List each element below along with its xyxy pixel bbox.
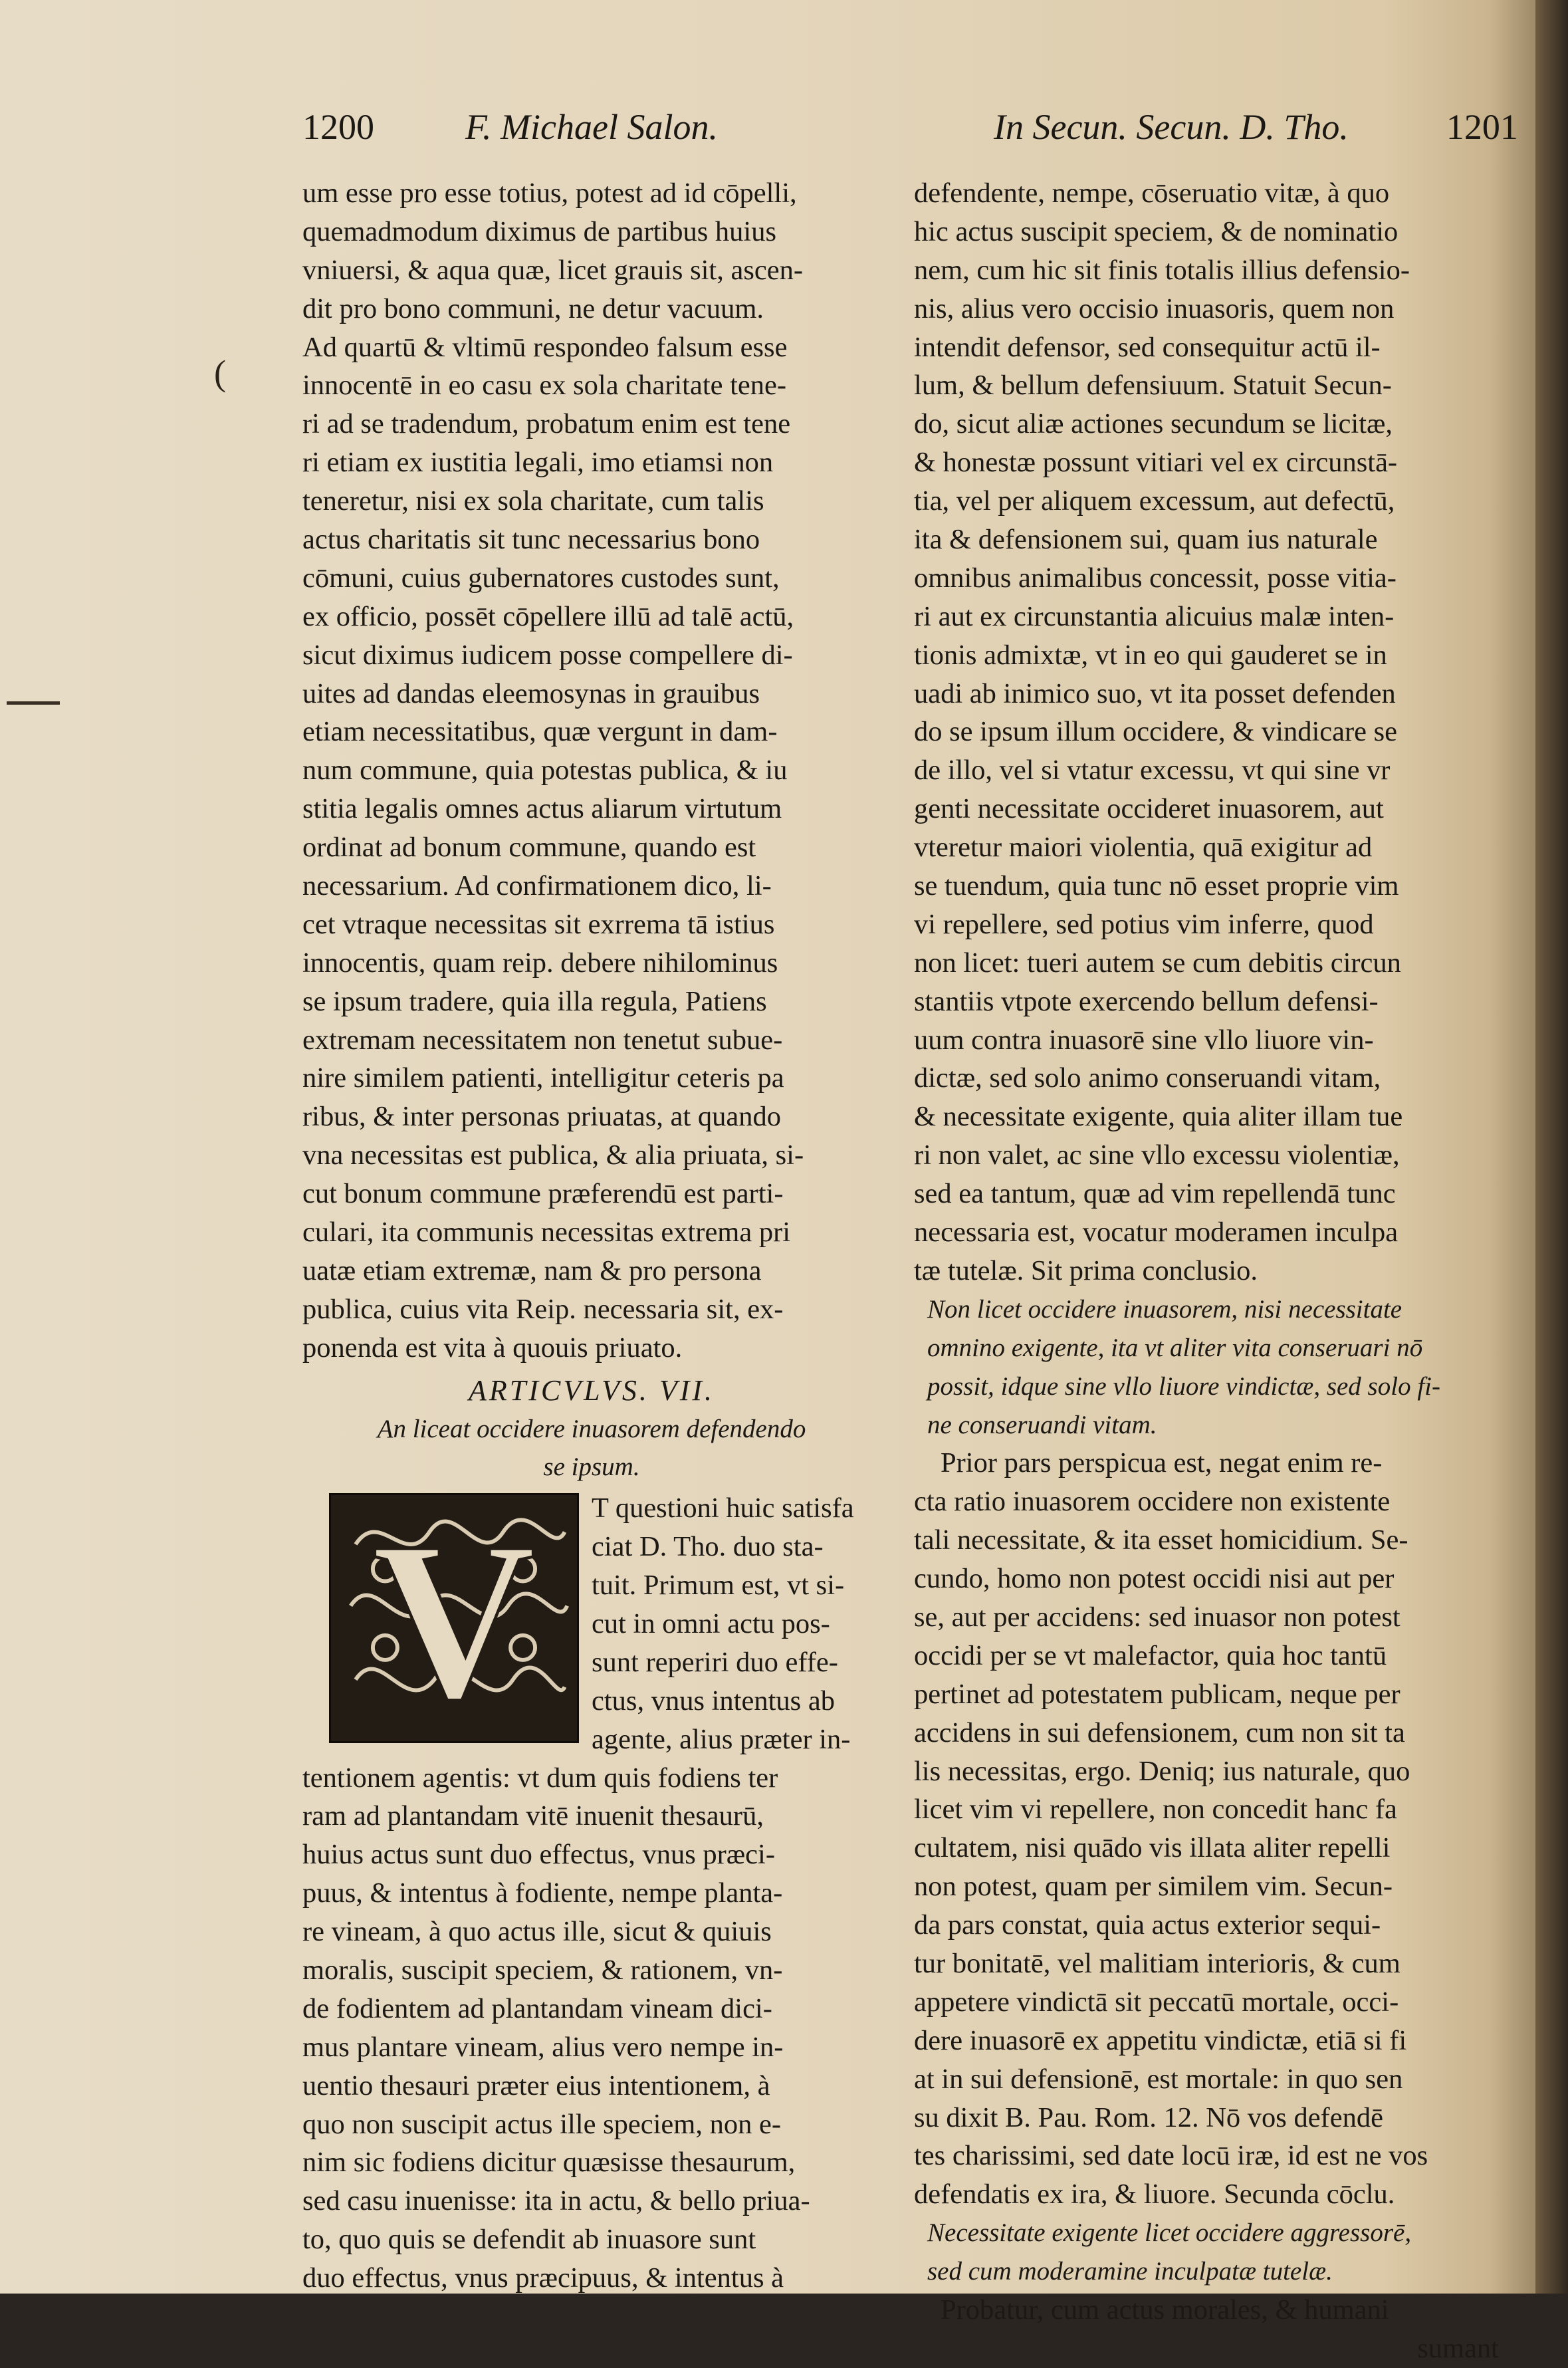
text-line: se ipsum tradere, quia illa regula, Patiens [302, 985, 767, 1017]
text-line: tentionem agentis: vt dum quis fodiens ter [302, 1762, 778, 1794]
text-line: tur bonitatē, vel malitiam interioris, & cum [914, 1947, 1400, 1979]
text-line: tuit. Primum est, vt si- [592, 1570, 845, 1601]
text-line: de fodientem ad plantandam vineam dici- [302, 1992, 772, 2024]
text-line: publica, cuius vita Reip. necessaria sit, ex- [302, 1293, 784, 1325]
text-line: nem, cum hic sit finis totalis illius defensio- [914, 254, 1410, 286]
text-line: nire similem patienti, intelligitur ceteris pa [302, 1062, 784, 1094]
right-running-title: In Secun. Secun. D. Tho. [994, 107, 1349, 147]
text-line: sicut diximus iudicem posse compellere di- [302, 639, 793, 671]
text-line: da pars constat, quia actus exterior sequi- [914, 1909, 1381, 1941]
text-line: do se ipsum illum occidere, & vindicare se [914, 716, 1398, 748]
proof-start [914, 2291, 1499, 2368]
text-line: uatæ etiam extremæ, nam & pro persona [302, 1254, 762, 1286]
dropcap-letter: V [372, 1495, 536, 1742]
text-line: uum contra inuasorē sine vllo liuore vin- [914, 1024, 1374, 1056]
text-line: dit pro bono communi, ne detur vacuum. [302, 293, 764, 324]
text-line: quo non suscipit actus ille speciem, non e- [302, 2108, 781, 2140]
margin-bracket-mark: ( [214, 353, 226, 393]
text-line: nim sic fodiens dicitur quæsisse thesaurum, [302, 2147, 796, 2179]
conclusion-line: omnino exigente, ita vt aliter vita conseruari nō [927, 1333, 1423, 1362]
text-line: Probatur, cum actus morales, & humani [941, 2294, 1389, 2325]
text-line: teneretur, nisi ex sola charitate, cum talis [302, 485, 764, 517]
text-line: omnibus animalibus concessit, posse vitia- [914, 562, 1397, 594]
left-column-continuation [302, 1759, 881, 2298]
text-line: vna necessitas est publica, & alia priuata, si- [302, 1139, 804, 1171]
ornament-icon [331, 1495, 577, 1741]
text-line: puus, & intentus à fodiente, nempe planta- [302, 1877, 783, 1909]
text-line: nis, alius vero occisio inuasoris, quem non [914, 293, 1395, 324]
text-line: duo effectus, vnus præcipuus, & intentus à [302, 2262, 784, 2294]
text-line: de illo, vel si vtatur excessu, vt qui sine vr [914, 755, 1391, 786]
text-line: se, aut per accidens: sed inuasor non potest [914, 1601, 1400, 1633]
text-line: pertinet ad potestatem publicam, neque per [914, 1678, 1400, 1710]
text-line: non licet: tueri autem se cum debitis circun [914, 947, 1401, 979]
text-line: mus plantare vineam, alius vero nempe in- [302, 2031, 784, 2063]
text-line: cut in omni actu pos- [592, 1607, 830, 1639]
page-edge [1535, 0, 1568, 2294]
text-line: vniuersi, & aqua quæ, licet grauis sit, ascen- [302, 254, 804, 286]
text-line: intendit defensor, sed consequitur actū il- [914, 331, 1381, 363]
text-line: hic actus suscipit speciem, & de nominatio [914, 215, 1399, 247]
text-line: cta ratio inuasorem occidere non existente [914, 1486, 1391, 1518]
dropcap-paragraph [302, 1489, 881, 1758]
text-line: ordinat ad bonum commune, quando est [302, 832, 756, 864]
left-column-text [302, 174, 881, 1367]
text-line: stitia legalis omnes actus aliarum virtutum [302, 793, 782, 825]
text-line: Prior pars perspicua est, negat enim re- [941, 1447, 1383, 1479]
text-line: extremam necessitatem non tenetut subue- [302, 1024, 783, 1056]
right-running-head [994, 106, 1518, 148]
left-column [302, 174, 881, 2298]
right-column [914, 174, 1499, 2368]
text-line: defendente, nempe, cōseruatio vitæ, à quo [914, 178, 1390, 209]
text-line: re vineam, à quo actus ille, sicut & quiuis [302, 1916, 772, 1948]
text-line: ciat D. Tho. duo sta- [592, 1531, 824, 1563]
text-line: uadi ab inimico suo, vt ita posset defenden [914, 677, 1396, 709]
text-line: um esse pro esse totius, potest ad id cōpelli, [302, 178, 797, 209]
conclusion-line: Non licet occidere inuasorem, nisi necessitate [927, 1294, 1402, 1324]
text-line: num commune, quia potestas publica, & iu [302, 755, 788, 786]
text-line: ex officio, possēt cōpellere illū ad talē actū, [302, 600, 794, 632]
dropcap-initial [329, 1493, 579, 1743]
conclusion-line: possit, idque sine vllo liuore vindictæ, sed solo fi- [927, 1371, 1440, 1401]
text-line: stantiis vtpote exercendo bellum defensi- [914, 985, 1379, 1017]
conclusion-line: sed cum moderamine inculpatæ tutelæ. [927, 2257, 1333, 2286]
text-line: etiam necessitatibus, quæ vergunt in dam- [302, 716, 778, 748]
text-line: ri non valet, ac sine vllo excessu violentiæ, [914, 1139, 1400, 1171]
text-line: moralis, suscipit speciem, & rationem, vn- [302, 1954, 783, 1986]
text-line: culari, ita communis necessitas extrema pri [302, 1217, 791, 1248]
text-line: cet vtraque necessitas sit exrrema tā istius [302, 908, 775, 940]
text-line: dictæ, sed solo animo conseruandi vitam, [914, 1062, 1381, 1094]
text-line: to, quo quis se defendit ab inuasore sunt [302, 2224, 756, 2256]
text-line: vi repellere, sed potius vim inferre, quod [914, 908, 1374, 940]
text-line: su dixit B. Pau. Rom. 12. Nō vos defendē [914, 2101, 1383, 2133]
text-line: ri aut ex circunstantia alicuius malæ inten- [914, 600, 1395, 632]
text-line: licet vim vi repellere, non concedit hanc fa [914, 1794, 1397, 1826]
margin-dash-mark [7, 701, 60, 705]
text-line: tali necessitate, & ita esset homicidium. Se- [914, 1524, 1408, 1556]
left-page-number: 1200 [302, 107, 374, 147]
conclusion-line: Necessitate exigente licet occidere aggressorē, [927, 2218, 1412, 2248]
text-line: uentio thesauri præter eius intentionem, à [302, 2070, 770, 2101]
text-line: se tuendum, quia tunc nō esset proprie vim [914, 870, 1399, 902]
text-line: occidi per se vt malefactor, quia hoc tantū [914, 1639, 1387, 1671]
article-heading: ARTICVLVS. VII. [469, 1373, 715, 1407]
text-line: tes charissimi, sed date locū iræ, id est ne vos [914, 2140, 1428, 2172]
text-line: sed ea tantum, quæ ad vim repellendā tunc [914, 1178, 1396, 1210]
text-line: ribus, & inter personas priuatas, at quando [302, 1101, 781, 1133]
text-line: ri etiam ex iustitia legali, imo etiamsi non [302, 447, 774, 479]
text-line: quemadmodum diximus de partibus huius [302, 215, 776, 247]
left-running-title: F. Michael Salon. [465, 107, 718, 147]
question-line: se ipsum. [543, 1453, 640, 1482]
text-line: defendatis ex ira, & liuore. Secunda cōclu. [914, 2179, 1395, 2210]
text-line: ctus, vnus intentus ab [592, 1685, 835, 1717]
text-line: lis necessitas, ergo. Deniq; ius naturale, quo [914, 1755, 1410, 1787]
left-running-head [302, 106, 718, 148]
text-line: necessarium. Ad confirmationem dico, li- [302, 870, 772, 902]
text-line: uites ad dandas eleemosynas in grauibus [302, 677, 760, 709]
conclusion-proof [914, 1444, 1499, 2214]
text-line: agente, alius præter in- [592, 1723, 851, 1755]
text-line: sed casu inuenisse: ita in actu, & bello priua- [302, 2185, 810, 2217]
text-line: dere inuasorē ex appetitu vindictæ, etiā si fi [914, 2024, 1407, 2056]
text-line: sumant [1417, 2332, 1499, 2364]
text-line: tæ tutelæ. Sit prima conclusio. [914, 1254, 1258, 1286]
text-line: cut bonum commune præferendū est parti- [302, 1178, 784, 1210]
text-line: ram ad plantandam vitē inuenit thesaurū, [302, 1800, 764, 1832]
second-conclusion [914, 2214, 1499, 2291]
text-line: cundo, homo non potest occidi nisi aut per [914, 1563, 1395, 1595]
text-line: tionis admixtæ, vt in eo qui gauderet se in [914, 639, 1387, 671]
text-line: innocentē in eo casu ex sola charitate tene- [302, 370, 787, 402]
text-line: genti necessitate occideret inuasorem, aut [914, 793, 1384, 825]
text-line: tia, vel per aliquem excessum, aut defectū, [914, 485, 1395, 517]
text-line: necessaria est, vocatur moderamen inculpa [914, 1217, 1399, 1248]
text-line: accidens in sui defensionem, cum non sit ta [914, 1717, 1405, 1748]
text-line: do, sicut aliæ actiones secundum se licitæ, [914, 408, 1393, 440]
first-conclusion [914, 1290, 1499, 1445]
question-line: An liceat occidere inuasorem defendendo [377, 1414, 806, 1443]
text-line: at in sui defensionē, est mortale: in quo sen [914, 2063, 1403, 2095]
article-question [302, 1410, 881, 1487]
text-line: lum, & bellum defensiuum. Statuit Secun- [914, 370, 1392, 402]
text-line: T questioni huic satisfa [592, 1492, 854, 1524]
text-line: innocentis, quam reip. debere nihilominus [302, 947, 778, 979]
text-line: Ad quartū & vltimū respondeo falsum esse [302, 331, 788, 363]
text-line: cōmuni, cuius gubernatores custodes sunt, [302, 562, 780, 594]
text-line: actus charitatis sit tunc necessarius bono [302, 524, 760, 556]
text-line: & honestæ possunt vitiari vel ex circunstā- [914, 447, 1398, 479]
right-column-text [914, 174, 1499, 1290]
text-line: & necessitate exigente, quia aliter illam tue [914, 1101, 1403, 1133]
text-line: ita & defensionem sui, quam ius naturale [914, 524, 1378, 556]
text-line: cultatem, nisi quādo vis illata aliter repelli [914, 1832, 1391, 1864]
text-line: ri ad se tradendum, probatum enim est tene [302, 408, 791, 440]
text-line: ponenda est vita à quouis priuato. [302, 1332, 683, 1363]
text-line: vteretur maiori violentia, quā exigitur ad [914, 832, 1373, 864]
right-page-number: 1201 [1446, 107, 1518, 147]
text-line: appetere vindictā sit peccatū mortale, occi- [914, 1986, 1399, 2018]
conclusion-line: ne conseruandi vitam. [927, 1410, 1157, 1439]
text-line: sunt reperiri duo effe- [592, 1646, 838, 1678]
text-line: non potest, quam per similem vim. Secun- [914, 1871, 1393, 1903]
text-line: huius actus sunt duo effectus, vnus præci- [302, 1839, 775, 1871]
